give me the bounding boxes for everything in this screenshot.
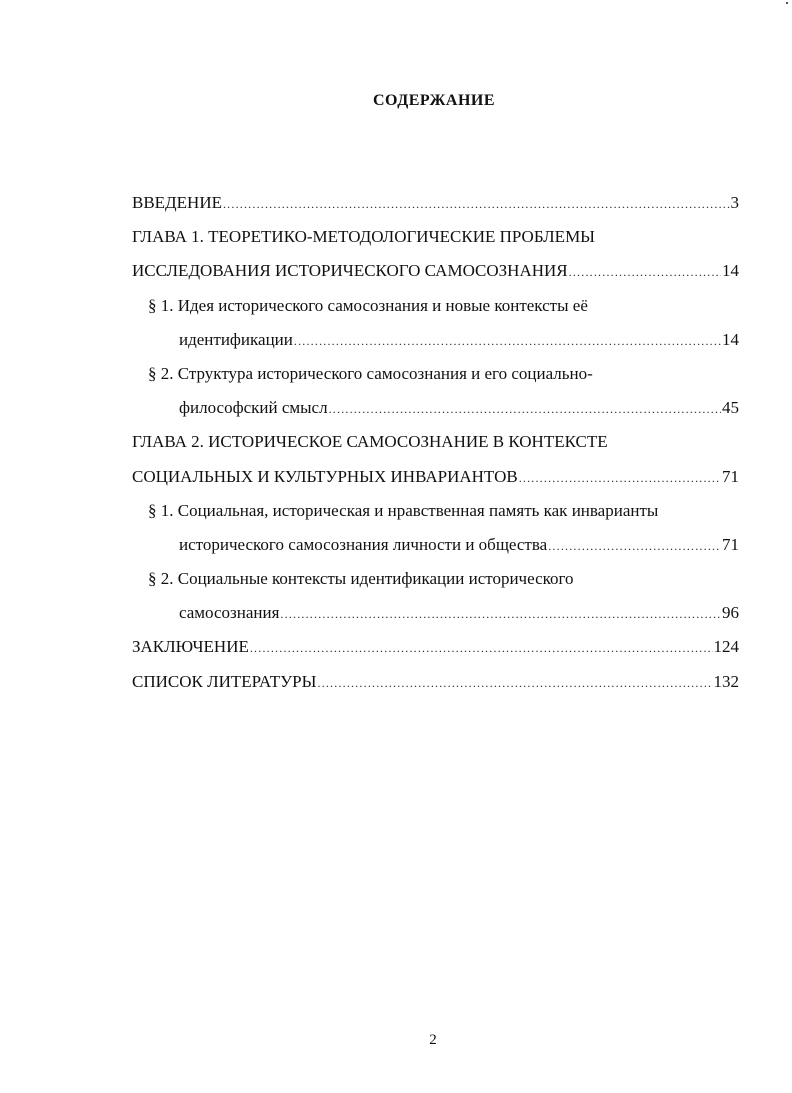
toc-entry-chapter-1-line-2[interactable] (132, 254, 739, 288)
toc-page-number: 96 (722, 603, 739, 623)
toc-entry-label: ИССЛЕДОВАНИЯ ИСТОРИЧЕСКОГО САМОСОЗНАНИЯ (132, 261, 568, 281)
toc-leader-dots (250, 631, 713, 665)
toc-entry-label: СОЦИАЛЬНЫХ И КУЛЬТУРНЫХ ИНВАРИАНТОВ (132, 466, 518, 486)
toc-entry-label: § 1. Идея исторического самосознания и новые контексты её (148, 295, 588, 315)
toc-leader-dots (569, 255, 721, 289)
toc-entry-ch1-section-2-line-1[interactable] (132, 357, 739, 391)
toc-entry-ch1-section-2-line-2[interactable] (132, 391, 739, 425)
toc-page-number: 3 (730, 193, 739, 212)
toc-entry-label: исторического самосознания личности и общества (179, 534, 548, 554)
toc-page-number: 71 (722, 466, 739, 486)
toc-entry-label: § 2. Социальные контексты идентификации исторического (148, 569, 574, 589)
toc-entry-label: СПИСОК ЛИТЕРАТУРЫ (132, 671, 317, 691)
toc-page-number: 71 (722, 534, 739, 554)
toc-entry-label: ГЛАВА 2. ИСТОРИЧЕСКОЕ САМОСОЗНАНИЕ В КОНТЕКСТЕ (132, 432, 608, 452)
toc-entry-label: идентификации (179, 329, 293, 349)
toc-leader-dots (317, 666, 712, 700)
toc-leader-dots (223, 187, 730, 221)
toc-page-number: 132 (713, 671, 739, 691)
toc-entry-bibliography[interactable] (132, 665, 739, 699)
toc-entry-chapter-1-line-1[interactable] (132, 220, 739, 254)
toc-page-number: 45 (722, 398, 739, 418)
page-title: СОДЕРЖАНИЕ (372, 92, 496, 109)
toc-entry-chapter-2-line-2[interactable] (132, 460, 739, 494)
toc-entry-ch2-section-2-line-2[interactable] (132, 596, 739, 630)
toc-entry-label: философский смысл (179, 398, 328, 418)
toc-page-number: 14 (722, 329, 739, 349)
toc-leader-dots (294, 324, 721, 358)
toc-page-number: 124 (713, 637, 739, 657)
toc-leader-dots (280, 597, 721, 631)
toc-entry-label: § 1. Социальная, историческая и нравственная память как инварианты (148, 500, 659, 520)
scan-artifact-dot (786, 2, 788, 4)
toc-page-number: 14 (722, 261, 739, 281)
toc-entry-introduction[interactable] (132, 186, 739, 220)
toc-leader-dots (548, 529, 721, 563)
toc-entry-ch2-section-1-line-1[interactable] (132, 494, 739, 528)
toc-entry-ch1-section-1-line-1[interactable] (132, 289, 739, 323)
toc-entry-ch2-section-2-line-1[interactable] (132, 562, 739, 596)
toc-entry-conclusion[interactable] (132, 630, 739, 664)
toc-entry-label: ВВЕДЕНИЕ (132, 193, 222, 212)
toc-entry-ch2-section-1-line-2[interactable] (132, 528, 739, 562)
toc-entry-label: самосознания (179, 603, 280, 623)
toc-entry-label: § 2. Структура исторического самосознания и его социально- (148, 363, 593, 383)
toc-entry-label: ГЛАВА 1. ТЕОРЕТИКО-МЕТОДОЛОГИЧЕСКИЕ ПРОБЛЕМЫ (132, 227, 596, 247)
toc-entry-chapter-2-line-1[interactable] (132, 425, 739, 459)
toc-leader-dots (519, 461, 721, 495)
toc-entry-ch1-section-1-line-2[interactable] (132, 323, 739, 357)
toc-entry-label: ЗАКЛЮЧЕНИЕ (132, 637, 249, 657)
toc-leader-dots (329, 392, 721, 426)
table-of-contents (132, 186, 739, 699)
page-number: 2 (429, 1032, 437, 1048)
